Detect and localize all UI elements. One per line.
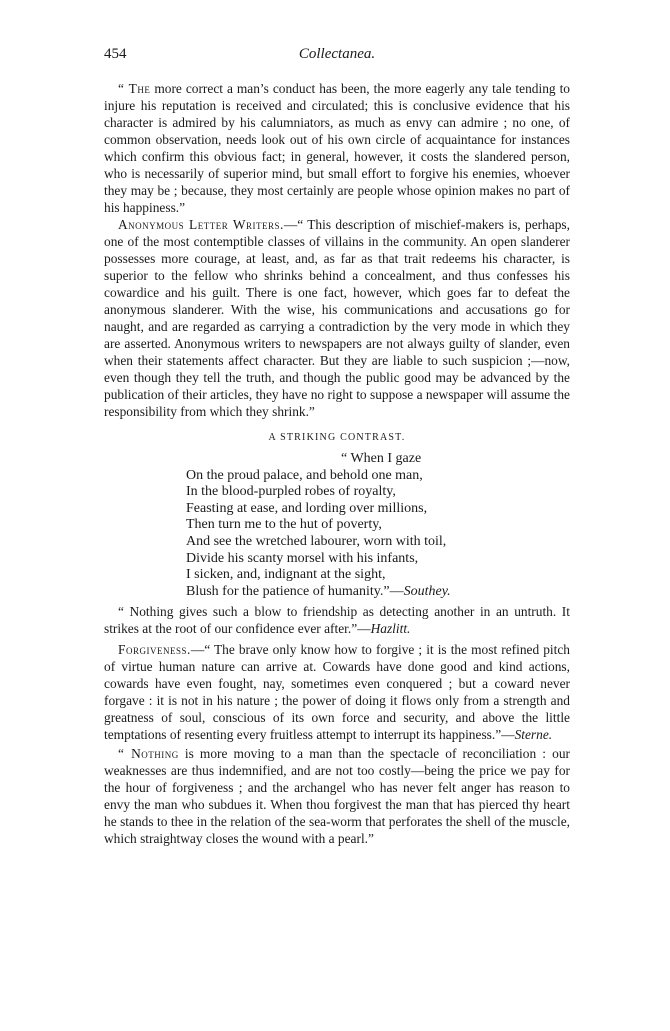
attribution-sterne: Sterne.	[514, 727, 553, 743]
attribution-hazlitt: Hazlitt.	[370, 621, 411, 637]
running-head: Collectanea.	[298, 46, 376, 62]
poem-line: I sicken, and, indignant at the sight,	[186, 567, 386, 583]
poem-line: And see the wretched labourer, worn with toil,	[186, 533, 447, 549]
page-header	[104, 46, 570, 68]
poem-attribution: Southey.	[403, 583, 451, 599]
paragraph-opening-word: “ Nothing	[118, 746, 179, 762]
section-lead-anonymous-letter-writers: Anonymous Letter Writers.	[118, 217, 284, 232]
page-number: 454	[104, 46, 127, 62]
paragraph-text: —“ The brave only know how to forgive ; it is the most refined pitch of virtue human nature can arrive at. Cowards have done good and kind actions, cowards have even fought, nay, sometimes even conquered ; but a coward never forgave : it is not in his nature ; the power of doing it flows only from a strength and greatness of soul, conscious of its own force and security, and above the little temptations of resenting every fruitless attempt to interrupt its happiness.”—	[104, 642, 570, 743]
poem-line-text: Blush for the patience of humanity.”—	[186, 583, 404, 599]
paragraph-opening-word: “ The	[118, 81, 151, 96]
poem-line: Then turn me to the hut of poverty,	[186, 517, 382, 533]
poem-line: In the blood-purpled robes of royalty,	[186, 484, 396, 500]
poem-line: On the proud palace, and behold one man,	[186, 467, 423, 483]
paragraph-text: —“ This description of mischief-makers is, perhaps, one of the most contemptible classes of villains in the community. An open slanderer possesses more courage, at least, and, as far as that trait redeems his character, is superior to the fellow who shrinks behind a concealment, and thus confesses his cowardice and his guilt. There is one fact, however, which goes far to defeat the anonymous slanderer. With the wise, his communications and accusations go for naught, and are regarded as carrying a contradiction by the very mode in which they are asserted. Anonymous writers to newspapers are not always guilty of slander, even when their statements affect character. But they are liable to such suspicion ;—now, even though they tell the truth, and though the public good may be advanced by the publication of their articles, they have no right to suppose a newspaper will assume the responsibility from which they shrink.”	[104, 217, 570, 419]
poem-last-line	[186, 584, 570, 601]
poem-line: Divide his scanty morsel with his infants,	[186, 550, 419, 566]
book-page	[104, 46, 570, 847]
section-lead-forgiveness: Forgiveness.	[118, 642, 191, 658]
paragraph-reconciliation	[104, 745, 570, 847]
paragraph-text: “ Nothing gives such a blow to friendship as detecting another in an untruth. It strikes at the root of our confidence ever after.”—	[104, 604, 570, 637]
poem-line: “ When I gaze	[341, 451, 422, 466]
paragraph-reputation	[104, 80, 570, 216]
paragraph-forgiveness	[104, 641, 570, 743]
paragraph-text: more correct a man’s conduct has been, the more eagerly any tale tending to injure his reputation is received and circulated; this is conclusive evidence that his character is admired by his calumniators, as much as envy can admire ; no one, of common observation, needs look out of his own circle of acquaintance for instances which confirm this obvious fact; in general, however, it costs the slandered person, who is necessarily of superior mind, but small effort to forgive his enemies, whoever they may be ; because, they most certainly are people whose opinion makes no part of his happiness.”	[104, 81, 570, 215]
poem-line: Feasting at ease, and lording over millions,	[186, 500, 428, 516]
paragraph-anonymous-letter-writers	[104, 216, 570, 420]
paragraph-friendship	[104, 603, 570, 637]
paragraph-text: is more moving to a man than the spectacle of reconciliation : our weaknesses are thus indemnified, and are not too costly—being the price we pay for the hour of forgiveness ; and the archangel who has never felt anger has reason to envy the man who subdues it. When thou forgivest the man that has pierced thy heart he stands to thee in the relation of the sea-worm that perforates the shell of the muscle, which straightway closes the wound with a pearl.”	[104, 746, 570, 847]
poem-heading: A STRIKING CONTRAST.	[268, 432, 406, 443]
poem-striking-contrast	[186, 451, 570, 600]
